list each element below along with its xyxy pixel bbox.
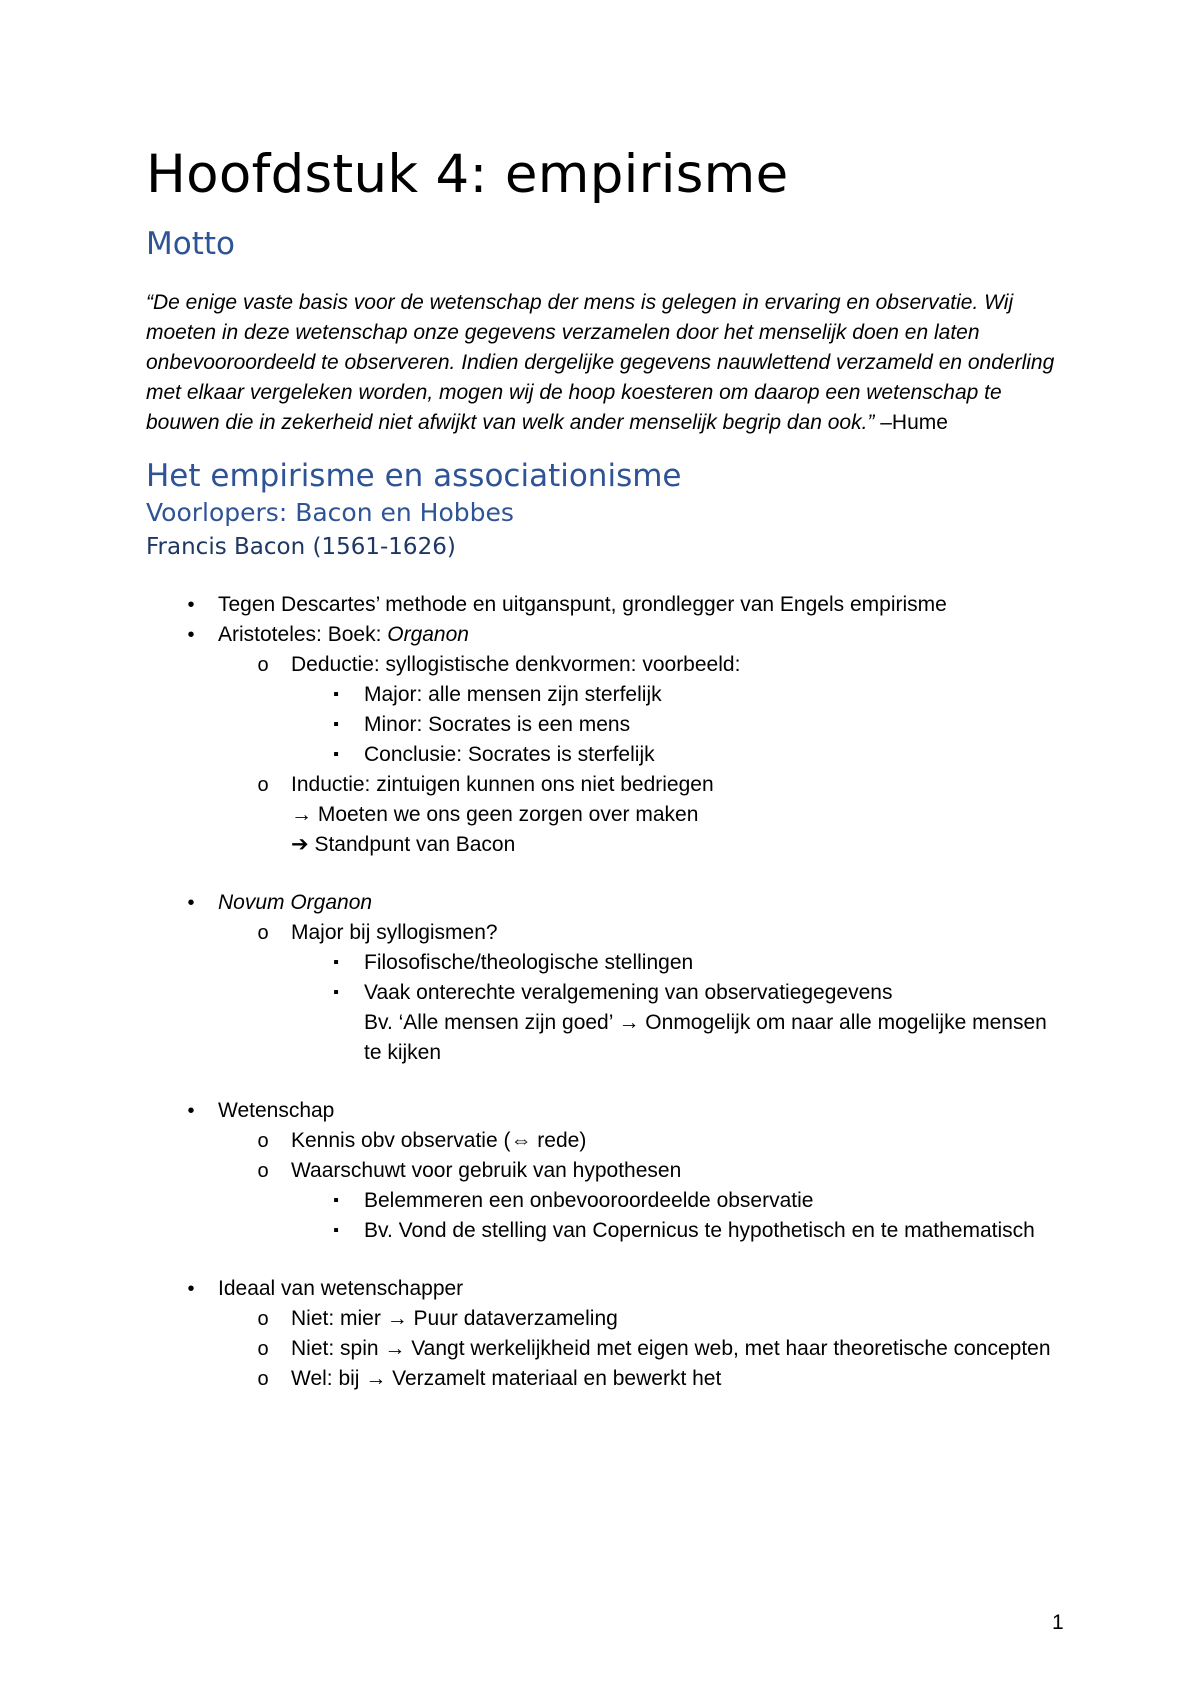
- arrow-icon: →: [618, 1011, 640, 1034]
- bullet-marker: •: [187, 1100, 195, 1122]
- bullet-marker: •: [187, 892, 195, 914]
- book-title: Novum Organon: [218, 891, 373, 914]
- list-item-text: Bv. ‘Alle mensen zijn goed’: [364, 1011, 619, 1034]
- circle-marker: o: [257, 1368, 269, 1390]
- double-arrow-icon: ⇔: [510, 1129, 532, 1152]
- circle-marker: o: [257, 654, 269, 676]
- square-marker: ▪: [333, 1222, 339, 1239]
- arrow-icon: →: [291, 803, 312, 826]
- list-item: [146, 650, 1066, 680]
- circle-marker: o: [257, 1338, 269, 1360]
- bullet-list: [146, 1096, 1066, 1246]
- list-item-text: Wetenschap: [218, 1099, 335, 1122]
- list-item: [146, 590, 1066, 620]
- list-item: [146, 1096, 1066, 1126]
- motto-quote: [146, 288, 1066, 438]
- square-marker: ▪: [333, 686, 339, 703]
- bullet-marker: •: [187, 624, 195, 646]
- list-item: [146, 1304, 1066, 1334]
- section-heading: Het empirisme en associationisme: [146, 458, 682, 494]
- list-item: [146, 1186, 1066, 1216]
- list-item-text: Inductie: zintuigen kunnen ons niet bedriegen: [291, 773, 714, 796]
- list-item-text: Conclusie: Socrates is sterfelijk: [364, 743, 655, 766]
- list-item: [146, 948, 1066, 978]
- quote-text: “De enige vaste basis voor de wetenschap der mens is gelegen in ervaring en observatie. Wij moeten in deze wetenschap onze gegevens verzamelen door het menselijk doen en laten onbevooroordeeld te observeren. Indien dergelijke gegevens nauwlettend verzameld en onderling met elkaar vergeleken worden, mogen wij de hoop koesteren om daarop een wetenschap te bouwen die in zekerheid niet afwijkt van welk ander menselijk begrip dan ook.”: [146, 291, 1055, 434]
- arrow-icon: →: [384, 1337, 406, 1360]
- square-marker: ▪: [333, 746, 339, 763]
- list-item-text: Belemmeren een onbevooroordeelde observatie: [364, 1189, 814, 1212]
- list-item-text: Bv. Vond de stelling van Copernicus te hypothetisch en te mathematisch: [364, 1219, 1035, 1242]
- list-item-text: rede): [531, 1129, 587, 1152]
- list-item-text: Standpunt van Bacon: [308, 833, 516, 856]
- list-item: [146, 1216, 1066, 1246]
- list-item-text: Minor: Socrates is een mens: [364, 713, 631, 736]
- spacer: [146, 1068, 1066, 1096]
- spacer: [146, 860, 1066, 888]
- page-content: [146, 140, 1066, 1394]
- bullet-list: [146, 590, 1066, 860]
- list-item-text: Kennis obv observatie (: [291, 1129, 511, 1152]
- list-item: [146, 918, 1066, 948]
- list-item-text: Filosofische/theologische stellingen: [364, 951, 694, 974]
- book-title: Organon: [387, 623, 469, 646]
- list-item: [146, 620, 1066, 650]
- list-item-text: Tegen Descartes’ methode en uitganspunt, grondlegger van Engels empirisme: [218, 593, 947, 616]
- list-item-text: Niet: spin: [291, 1337, 385, 1360]
- list-item-text: Waarschuwt voor gebruik van hypothesen: [291, 1159, 682, 1182]
- bullet-marker: •: [187, 1278, 195, 1300]
- circle-marker: o: [257, 1130, 269, 1152]
- list-item-text: Vaak onterechte veralgemening van observatiegegevens: [364, 981, 893, 1004]
- list-item-text: Vangt werkelijkheid met eigen web, met haar theoretische concepten: [405, 1337, 1051, 1360]
- list-item: [146, 680, 1066, 710]
- list-item-text: Puur dataverzameling: [407, 1307, 618, 1330]
- page-title: Hoofdstuk 4: empirisme: [146, 144, 789, 205]
- list-item-text: Verzamelt materiaal en bewerkt het: [386, 1367, 722, 1390]
- circle-marker: o: [257, 922, 269, 944]
- person-heading: Francis Bacon (1561-1626): [146, 534, 456, 560]
- arrow-icon: →: [365, 1367, 387, 1390]
- list-item-text: Moeten we ons geen zorgen over maken: [312, 803, 699, 826]
- list-item: [146, 888, 1066, 918]
- list-continuation: [146, 800, 1066, 830]
- circle-marker: o: [257, 1160, 269, 1182]
- bullet-list: [146, 1274, 1066, 1394]
- list-item: [146, 1126, 1066, 1156]
- list-item-text: Deductie: syllogistische denkvormen: voorbeeld:: [291, 653, 741, 676]
- arrow-icon: →: [386, 1307, 408, 1330]
- list-item-text: Onmogelijk om naar alle mogelijke mensen te kijken: [364, 1011, 1047, 1064]
- list-continuation: [146, 1008, 1066, 1068]
- list-item: [146, 978, 1066, 1008]
- list-item-text: Ideaal van wetenschapper: [218, 1277, 464, 1300]
- list-item: [146, 770, 1066, 800]
- bullet-marker: •: [187, 594, 195, 616]
- list-item: [146, 1334, 1066, 1364]
- bold-arrow-icon: ➔: [291, 833, 309, 856]
- list-item: [146, 740, 1066, 770]
- list-item: [146, 710, 1066, 740]
- motto-heading: Motto: [146, 226, 235, 262]
- list-item-text: Major bij syllogismen?: [291, 921, 498, 944]
- subsection-heading: Voorlopers: Bacon en Hobbes: [146, 498, 514, 527]
- list-item: [146, 1364, 1066, 1394]
- list-item-text: Major: alle mensen zijn sterfelijk: [364, 683, 662, 706]
- list-item: [146, 1274, 1066, 1304]
- square-marker: ▪: [333, 954, 339, 971]
- square-marker: ▪: [333, 716, 339, 733]
- spacer: [146, 1246, 1066, 1274]
- list-item-text: Aristoteles: Boek:: [218, 623, 388, 646]
- square-marker: ▪: [333, 984, 339, 1001]
- list-item: [146, 1156, 1066, 1186]
- list-item-text: Niet: mier: [291, 1307, 387, 1330]
- bullet-list: [146, 888, 1066, 1068]
- quote-author: –Hume: [874, 411, 948, 434]
- list-continuation: [146, 830, 1066, 860]
- square-marker: ▪: [333, 1192, 339, 1209]
- page-number: 1: [1052, 1611, 1064, 1634]
- circle-marker: o: [257, 1308, 269, 1330]
- list-item-text: Wel: bij: [291, 1367, 366, 1390]
- circle-marker: o: [257, 774, 269, 796]
